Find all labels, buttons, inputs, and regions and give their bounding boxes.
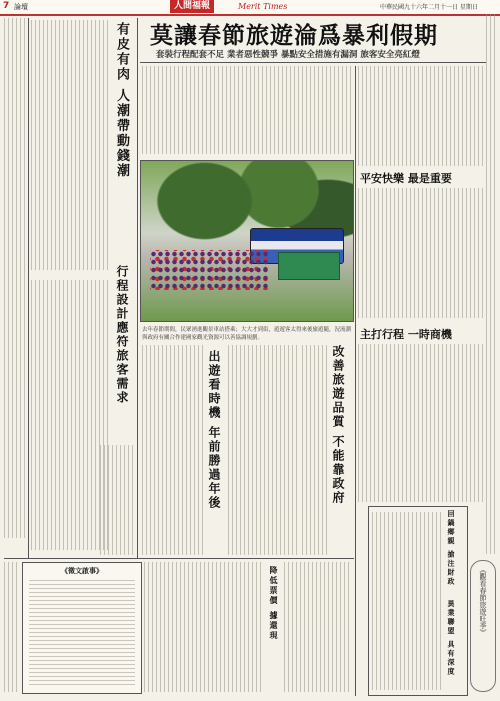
article-text-column (358, 66, 484, 166)
article-title-right-top: 平安快樂 最是重要 (360, 172, 452, 185)
divider (4, 558, 354, 559)
article-text-column (358, 344, 484, 502)
page-number: 7 (3, 1, 10, 11)
notice-box-title: 《徵文啟事》 (61, 567, 103, 575)
divider (355, 66, 356, 696)
article-text-column (372, 512, 442, 690)
article-text-column (4, 562, 20, 692)
article-text-column (144, 562, 264, 692)
article-title-right-bottom-2: 異業聯盟 具有深度 (447, 600, 455, 677)
article-text-column (228, 345, 298, 555)
article-text-column (4, 18, 26, 538)
photo-shelter (278, 252, 340, 280)
article-text-column (142, 345, 204, 555)
article-title-right-bottom-1: 回鍋鄉親 搶注財政 (447, 510, 455, 587)
vertical-badge-text: 《觀看春節旅遊旺季》 (479, 566, 487, 636)
divider (137, 18, 138, 558)
article-text-column (486, 14, 498, 554)
article-text-column (31, 280, 111, 550)
photo-caption: 去年春節期間，民眾湧進觀景車站搭乘；大大才到街，遊遊客太得來後旅遊隨，況流潮與政府有關合作建國家觀光資源可以善協調規劃。 (142, 327, 352, 341)
article-title-center-small: 降低票價 據還現 (269, 566, 278, 641)
article-title-left-top: 有皮有肉 人潮帶動錢潮 (114, 22, 129, 179)
article-text-column (142, 66, 352, 154)
article-title-right-mid: 主打行程 一時商機 (360, 328, 452, 341)
divider (28, 18, 29, 558)
issue-date: 中華民國九十六年二月十一日 星期日 (380, 4, 478, 11)
lead-headline: 莫讓春節旅遊淪爲暴利假期 (150, 23, 438, 49)
newspaper-logo: 人間福報 (170, 0, 214, 13)
article-title-left-mid: 行程設計應符旅客需求 (115, 265, 129, 405)
lead-subhead: 套裝行程配套不足 業者惡性競爭 暴點安全措施有漏洞 旅客安全亮紅燈 (156, 50, 420, 60)
section-name: 論壇 (14, 3, 28, 11)
newspaper-logo-english: Merit Times (238, 2, 288, 11)
photo-crowd (150, 250, 270, 290)
article-text-column (31, 20, 111, 270)
article-text-column (302, 345, 328, 555)
notice-box (22, 562, 142, 694)
article-text-column (284, 562, 352, 692)
article-text-column (358, 188, 484, 318)
article-title-center-right: 改善旅遊品質 不能靠政府 (331, 345, 345, 506)
article-title-center-left: 出遊看時機 年前勝過年後 (207, 350, 221, 511)
notice-box-text (29, 580, 135, 685)
divider (140, 62, 486, 63)
article-text-column (100, 445, 134, 555)
